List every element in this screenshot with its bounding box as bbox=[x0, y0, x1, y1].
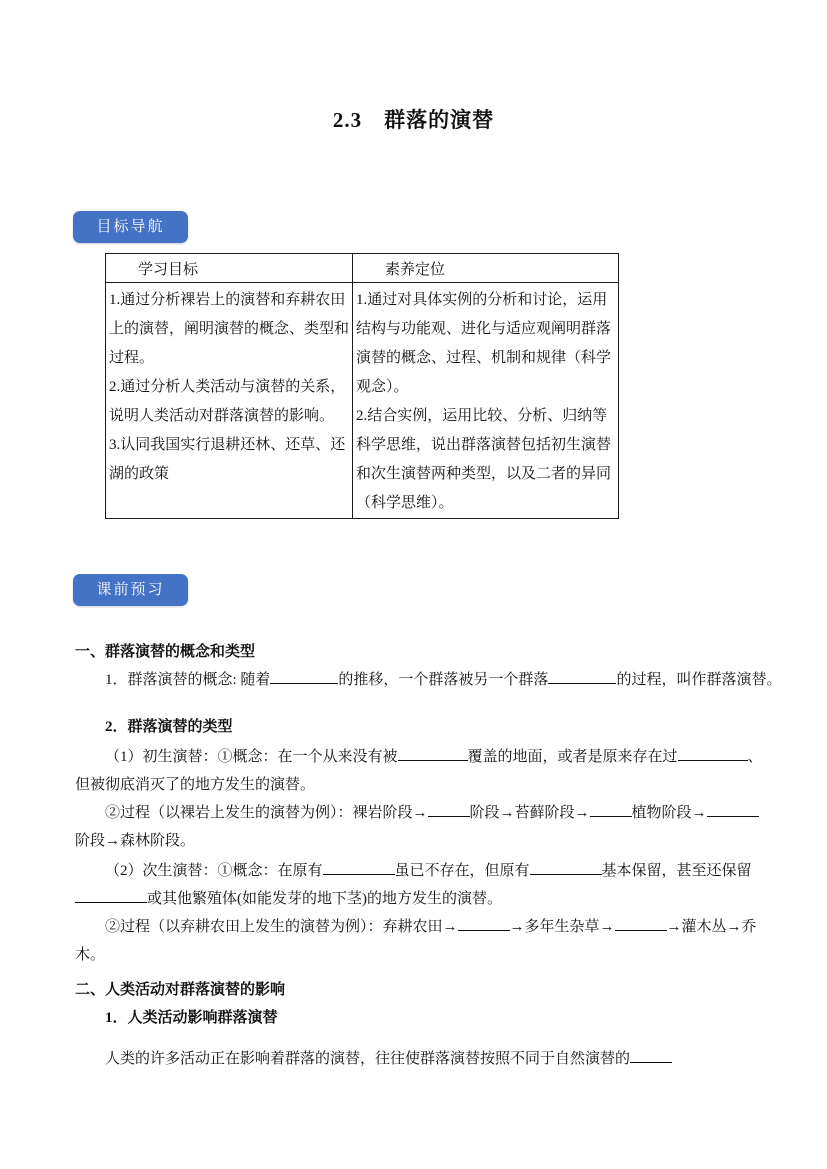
fill-in-blank bbox=[458, 916, 510, 931]
learning-goals-cell bbox=[106, 283, 353, 519]
competency-header: 素养定位 bbox=[353, 254, 619, 283]
section-1-heading bbox=[75, 638, 775, 666]
fill-in-blank bbox=[707, 802, 759, 817]
text-segment: 一、群落演替的概念和类型 bbox=[75, 644, 256, 660]
text-segment: 的过程，叫作群落演替。 bbox=[616, 672, 782, 688]
table-body-row bbox=[106, 283, 619, 519]
fill-in-blank bbox=[678, 746, 748, 761]
text-segment: ②过程（以裸岩上发生的演替为例）：裸岩阶段→ bbox=[105, 805, 428, 821]
fill-in-blank bbox=[428, 802, 470, 817]
human-activity-line bbox=[75, 1045, 775, 1073]
fill-in-blank bbox=[270, 669, 338, 684]
text-segment: 的推移，一个群落被另一个群落 bbox=[338, 672, 549, 688]
objective-item: 2.通过分析人类活动与演替的关系，说明人类活动对群落演替的影响。 bbox=[109, 379, 346, 424]
text-segment: 或其他繁殖体(如能发芽的地下茎)的地方发生的演替。 bbox=[147, 891, 502, 907]
learning-goals-header: 学习目标 bbox=[106, 254, 353, 283]
fill-in-blank bbox=[398, 746, 468, 761]
fill-in-blank bbox=[590, 802, 632, 817]
section-2-heading bbox=[75, 976, 775, 1004]
text-segment: 1．人类活动影响群落演替 bbox=[105, 1010, 278, 1026]
table-header-row bbox=[106, 254, 619, 283]
text-segment: 、 bbox=[747, 749, 763, 765]
text-segment: 1．群落演替的概念: 随着 bbox=[105, 672, 271, 688]
objective-item: 1.通过对具体实例的分析和讨论，运用结构与功能观、进化与适应观阐明群落演替的概念、过程、机制和规律（科学观念）。 bbox=[356, 292, 612, 395]
text-segment: 木。 bbox=[75, 947, 106, 963]
secondary-process-line-1 bbox=[75, 913, 775, 941]
text-segment: →多年生杂草→ bbox=[509, 919, 615, 935]
concept-line bbox=[75, 666, 782, 694]
text-segment: →灌木丛→乔 bbox=[666, 919, 757, 935]
primary-succession-line-2 bbox=[75, 771, 775, 799]
worksheet-content bbox=[75, 638, 782, 1073]
human-activity-subheading bbox=[75, 1004, 775, 1032]
text-segment: （1）初生演替：①概念：在一个从来没有被 bbox=[105, 749, 398, 765]
fill-in-blank bbox=[530, 860, 602, 875]
text-segment: 植物阶段→ bbox=[631, 805, 707, 821]
text-segment: （2）次生演替：①概念：在原有 bbox=[105, 863, 323, 879]
types-subheading bbox=[75, 713, 775, 741]
text-segment: 虽已不存在，但原有 bbox=[394, 863, 530, 879]
page-title: 2.3 群落的演替 bbox=[332, 108, 495, 132]
text-segment: 但被彻底消灭了的地方发生的演替。 bbox=[75, 777, 316, 793]
text-segment: 基本保留，甚至还保留 bbox=[601, 863, 752, 879]
primary-process-line-2 bbox=[75, 827, 775, 855]
text-segment: 阶段→森林阶段。 bbox=[75, 833, 196, 849]
fill-in-blank bbox=[323, 860, 395, 875]
secondary-succession-line-1 bbox=[75, 857, 775, 885]
goal-navigation-badge: 目标导航 bbox=[73, 211, 188, 243]
secondary-succession-line-2 bbox=[75, 885, 775, 913]
text-segment: 阶段→苔藓阶段→ bbox=[469, 805, 590, 821]
objective-item: 2.结合实例，运用比较、分析、归纳等科学思维，说出群落演替包括初生演替和次生演替两种类型，以及二者的异同（科学思维）。 bbox=[356, 408, 612, 511]
competency-cell bbox=[353, 283, 619, 519]
pre-class-preview-badge: 课前预习 bbox=[73, 574, 188, 606]
primary-process-line-1 bbox=[75, 799, 775, 827]
text-segment: ②过程（以弃耕农田上发生的演替为例）：弃耕农田→ bbox=[105, 919, 458, 935]
fill-in-blank bbox=[615, 916, 667, 931]
objective-item: 1.通过分析裸岩上的演替和弃耕农田上的演替，阐明演替的概念、类型和过程。 bbox=[109, 292, 350, 366]
text-segment: 二、人类活动对群落演替的影响 bbox=[75, 982, 286, 998]
fill-in-blank bbox=[630, 1048, 672, 1063]
fill-in-blank bbox=[548, 669, 616, 684]
text-segment: 覆盖的地面，或者是原来存在过 bbox=[467, 749, 678, 765]
secondary-process-line-2 bbox=[75, 941, 775, 969]
fill-in-blank bbox=[75, 888, 147, 903]
objective-item: 3.认同我国实行退耕还林、还草、还湖的政策 bbox=[109, 437, 346, 482]
text-segment: 人类的许多活动正在影响着群落的演替，往往使群落演替按照不同于自然演替的 bbox=[105, 1051, 631, 1067]
objectives-table bbox=[105, 253, 619, 519]
text-segment: 2．群落演替的类型 bbox=[105, 719, 233, 735]
primary-succession-line-1 bbox=[75, 743, 775, 771]
